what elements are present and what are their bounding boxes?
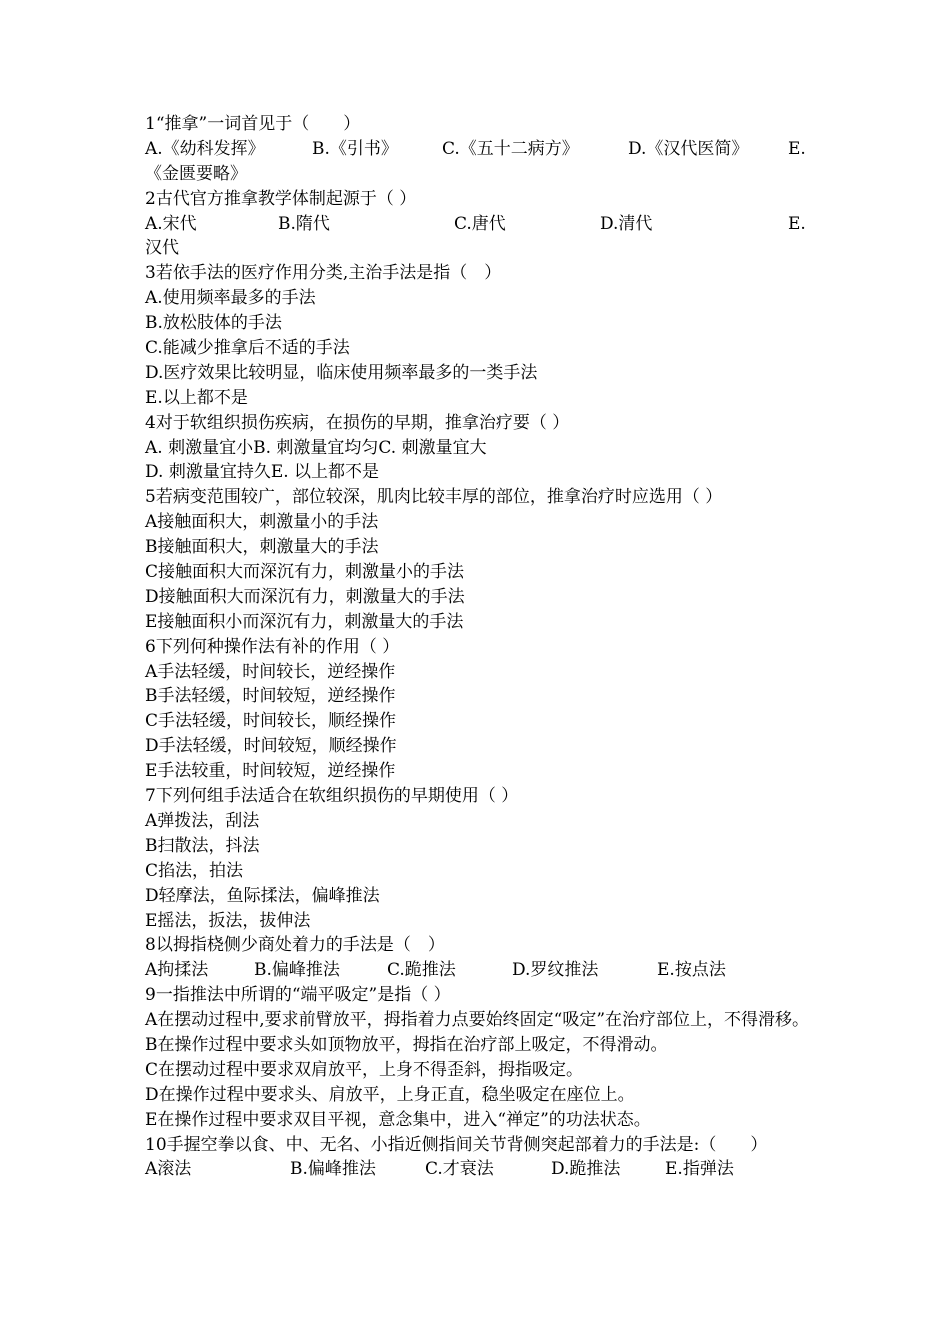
option-c: C掐法，拍法 <box>145 860 244 881</box>
question-5 <box>145 485 810 634</box>
option-b: B手法轻缓，时间较短，逆经操作 <box>145 686 396 707</box>
question-stem: 9一指推法中所谓的“端平吸定”是指（ ） <box>145 985 451 1006</box>
question-stem: 5若病变范围较广，部位较深，肌肉比较丰厚的部位，推拿治疗时应选用（ ） <box>145 487 723 508</box>
question-10 <box>145 1133 810 1183</box>
option-c: C.才衰法 <box>425 1159 494 1180</box>
option-e: E. <box>788 213 806 234</box>
question-7 <box>145 784 810 933</box>
option-a: A.使用频率最多的手法 <box>145 288 316 309</box>
option-row <box>145 1157 810 1182</box>
question-9 <box>145 983 810 1132</box>
option-a: A.宋代 <box>145 213 197 234</box>
question-8 <box>145 933 810 983</box>
option-a: A滚法 <box>145 1159 192 1180</box>
question-stem: 2古代官方推拿教学体制起源于（ ） <box>145 188 417 209</box>
question-4 <box>145 411 810 486</box>
option-e: E摇法，扳法，拔伸法 <box>145 910 311 931</box>
option-a: A拘揉法 <box>145 960 209 981</box>
question-1 <box>145 112 810 187</box>
option-c: C接触面积大而深沉有力，刺激量小的手法 <box>145 562 465 583</box>
option-b: B接触面积大，刺激量大的手法 <box>145 537 379 558</box>
option-b: B在操作过程中要求头如顶物放平，拇指在治疗部上吸定，不得滑动。 <box>145 1034 668 1055</box>
option-a: A弹拨法，刮法 <box>145 810 260 831</box>
option-d: D.《汉代医简》 <box>628 138 749 159</box>
option-d: D.医疗效果比较明显，临床使用频率最多的一类手法 <box>145 362 538 383</box>
option-c: C.跪推法 <box>387 960 456 981</box>
option-e-continuation: 汉代 <box>145 238 179 259</box>
question-stem: 4对于软组织损伤疾病，在损伤的早期，推拿治疗要（ ） <box>145 412 570 433</box>
option-a: A在摆动过程中,要求前臂放平，拇指着力点要始终固定“吸定”在治疗部位上，不得滑移。 <box>145 1010 810 1031</box>
option-e: E.指弹法 <box>665 1159 734 1180</box>
option-row <box>145 958 810 983</box>
option-b: B.偏峰推法 <box>254 960 340 981</box>
option-e: E.以上都不是 <box>145 387 248 408</box>
question-stem: 10手握空拳以食、中、无名、小指近侧指间关节背侧突起部着力的手法是:（ ） <box>145 1134 768 1155</box>
question-3 <box>145 261 810 410</box>
option-d: D手法轻缓，时间较短，顺经操作 <box>145 736 397 757</box>
option-e: E接触面积小而深沉有力，刺激量大的手法 <box>145 611 464 632</box>
option-e: E在操作过程中要求双目平视，意念集中，进入“禅定”的功法状态。 <box>145 1109 651 1130</box>
question-stem: 8以拇指桡侧少商处着力的手法是（ ） <box>145 935 445 956</box>
question-stem: 6下列何种操作法有补的作用（ ） <box>145 636 400 657</box>
option-a: A.《幼科发挥》 <box>145 138 265 159</box>
question-stem: 7下列何组手法适合在软组织损伤的早期使用（ ） <box>145 786 519 807</box>
question-stem: 1“推拿”一词首见于（ ） <box>145 114 361 134</box>
options-line-1: A. 刺激量宜小B. 刺激量宜均匀C. 刺激量宜大 <box>145 437 487 458</box>
option-b: B.隋代 <box>278 213 330 234</box>
option-b: B扫散法，抖法 <box>145 835 260 856</box>
option-d: D轻摩法，鱼际揉法，偏峰推法 <box>145 885 380 906</box>
option-c: C.《五十二病方》 <box>442 138 579 159</box>
option-d: D.跪推法 <box>551 1159 621 1180</box>
option-row <box>145 212 810 237</box>
option-row <box>145 137 810 162</box>
option-c: C在摆动过程中要求双肩放平，上身不得歪斜，拇指吸定。 <box>145 1059 584 1080</box>
option-d: D在操作过程中要求头、肩放平，上身正直，稳坐吸定在座位上。 <box>145 1084 635 1105</box>
option-c: C.唐代 <box>454 213 506 234</box>
option-d: D接触面积大而深沉有力，刺激量大的手法 <box>145 586 465 607</box>
question-stem: 3若依手法的医疗作用分类,主治手法是指（ ） <box>145 263 502 284</box>
option-e: E.按点法 <box>657 960 726 981</box>
option-a: A手法轻缓，时间较长，逆经操作 <box>145 661 396 682</box>
option-c: C手法轻缓，时间较长，顺经操作 <box>145 711 397 732</box>
option-e: E. <box>788 138 806 159</box>
option-b: B.偏峰推法 <box>290 1159 376 1180</box>
option-b: B.《引书》 <box>312 138 398 159</box>
question-6 <box>145 635 810 784</box>
option-b: B.放松肢体的手法 <box>145 313 282 334</box>
option-d: D.罗纹推法 <box>512 960 599 981</box>
option-a: A接触面积大，刺激量小的手法 <box>145 512 379 533</box>
option-c: C.能减少推拿后不适的手法 <box>145 338 350 359</box>
question-2 <box>145 187 810 262</box>
exam-document <box>145 112 810 1182</box>
option-d: D.清代 <box>600 213 653 234</box>
option-e: E手法较重，时间较短，逆经操作 <box>145 761 396 782</box>
options-line-2: D. 刺激量宜持久E. 以上都不是 <box>145 462 380 483</box>
option-e-continuation: 《金匮要略》 <box>145 163 247 184</box>
